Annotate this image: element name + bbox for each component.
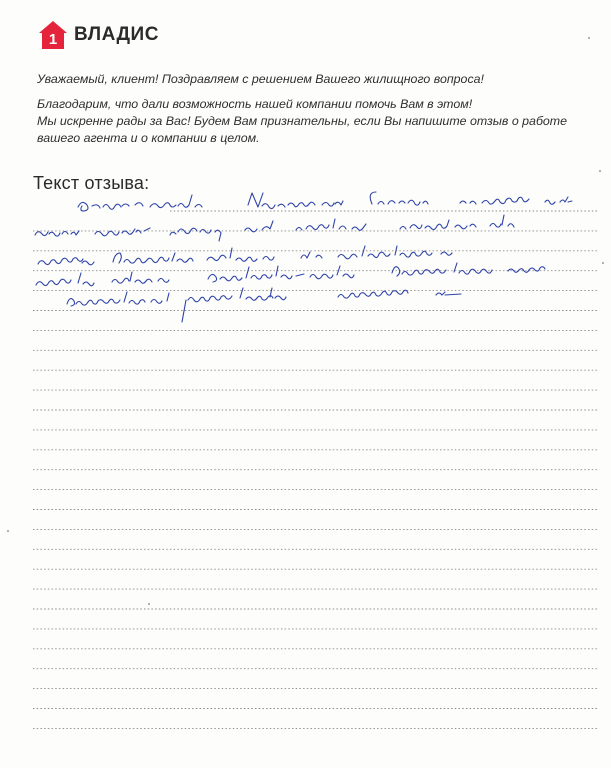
paper-speck bbox=[602, 262, 604, 264]
paper-speck bbox=[588, 37, 590, 39]
paper-speck bbox=[7, 530, 9, 532]
logo-digit: 1 bbox=[48, 31, 58, 48]
thanks-line-1: Благодарим, что дали возможность нашей компании помочь Вам в этом! bbox=[37, 97, 473, 111]
congrats-line: Уважаемый, клиент! Поздравляем с решением Вашего жилищного вопроса! bbox=[37, 72, 484, 86]
thanks-line-3: вашего агента и о компании в целом. bbox=[37, 131, 260, 145]
thanks-line-2: Мы искренне рады за Вас! Будем Вам признательны, если Вы напишите отзыв о работе bbox=[37, 114, 568, 128]
brand-name: ВЛАДИС bbox=[74, 24, 159, 45]
review-heading: Текст отзыва: bbox=[33, 173, 150, 193]
paper-speck bbox=[148, 603, 150, 605]
paper-speck bbox=[599, 170, 601, 172]
